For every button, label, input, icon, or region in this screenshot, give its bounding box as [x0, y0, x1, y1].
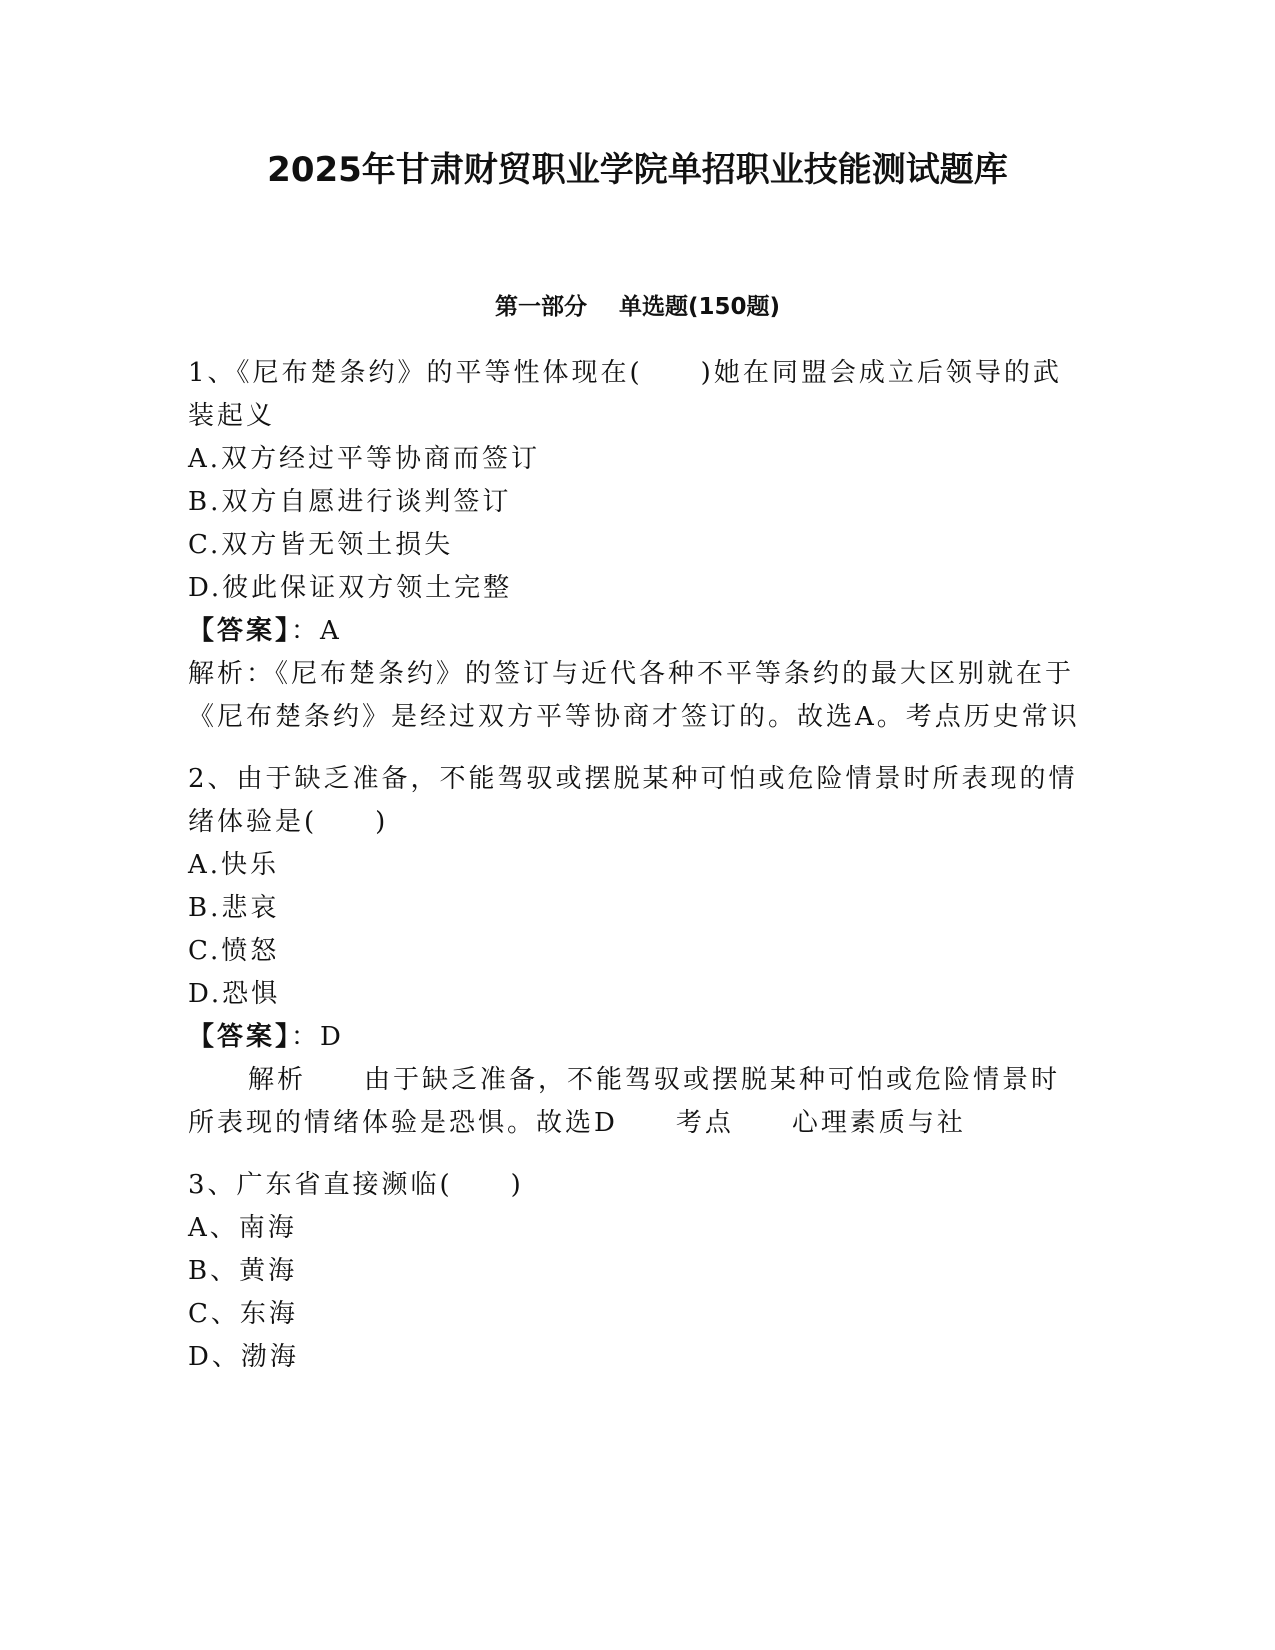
option-b: B.悲哀 — [188, 893, 280, 923]
option-c: C.双方皆无领土损失 — [188, 530, 454, 560]
question-1 — [188, 352, 1088, 739]
option-b: B、黄海 — [188, 1256, 298, 1286]
answer-line — [188, 1016, 1088, 1059]
question-list — [188, 352, 1088, 1379]
section-part: 第一部分 — [494, 294, 587, 320]
answer-separator: ： — [291, 1022, 321, 1052]
analysis-label: 解析 — [248, 1065, 307, 1095]
analysis-topic-label: 考点 — [675, 1108, 734, 1138]
option-a: A.快乐 — [188, 850, 280, 880]
analysis-body: 由于缺乏准备，不能驾驭或摆脱某种可怕或危险情景时所表现的情绪体验是恐惧。故选D — [188, 1065, 1061, 1138]
question-stem: 2、由于缺乏准备，不能驾驭或摆脱某种可怕或危险情景时所表现的情绪体验是( ) — [188, 764, 1078, 837]
option-c: C.愤怒 — [188, 936, 280, 966]
answer-separator: ： — [291, 616, 321, 646]
option-a: A.双方经过平等协商而签订 — [188, 444, 541, 474]
option-b: B.双方自愿进行谈判签订 — [188, 487, 512, 517]
question-stem: 3、广东省直接濒临( ) — [188, 1170, 524, 1200]
answer-value: D — [320, 1022, 344, 1052]
option-a: A、南海 — [188, 1213, 297, 1243]
answer-line — [188, 610, 1088, 653]
option-c: C、东海 — [188, 1299, 298, 1329]
question-3 — [188, 1164, 1088, 1379]
section-heading — [0, 292, 1275, 322]
question-2 — [188, 758, 1088, 1145]
answer-label: 【答案】 — [188, 1022, 292, 1052]
question-stem: 1、《尼布楚条约》的平等性体现在( )她在同盟会成立后领导的武装起义 — [188, 358, 1062, 431]
analysis-text: 解析：《尼布楚条约》的签订与近代各种不平等条约的最大区别就在于《尼布楚条约》是经过双方平等协商才签订的。故选A。考点历史常识 — [188, 659, 1080, 732]
answer-value: A — [320, 616, 342, 646]
section-name: 单选题(150题) — [618, 294, 781, 320]
option-d: D.彼此保证双方领土完整 — [188, 573, 513, 603]
analysis-text — [188, 1059, 1088, 1145]
answer-label: 【答案】 — [188, 616, 292, 646]
document-title: 2025年甘肃财贸职业学院单招职业技能测试题库 — [267, 150, 1008, 190]
analysis-topic: 心理素质与社 — [791, 1108, 966, 1138]
option-d: D、渤海 — [188, 1342, 299, 1372]
option-d: D.恐惧 — [188, 979, 281, 1009]
